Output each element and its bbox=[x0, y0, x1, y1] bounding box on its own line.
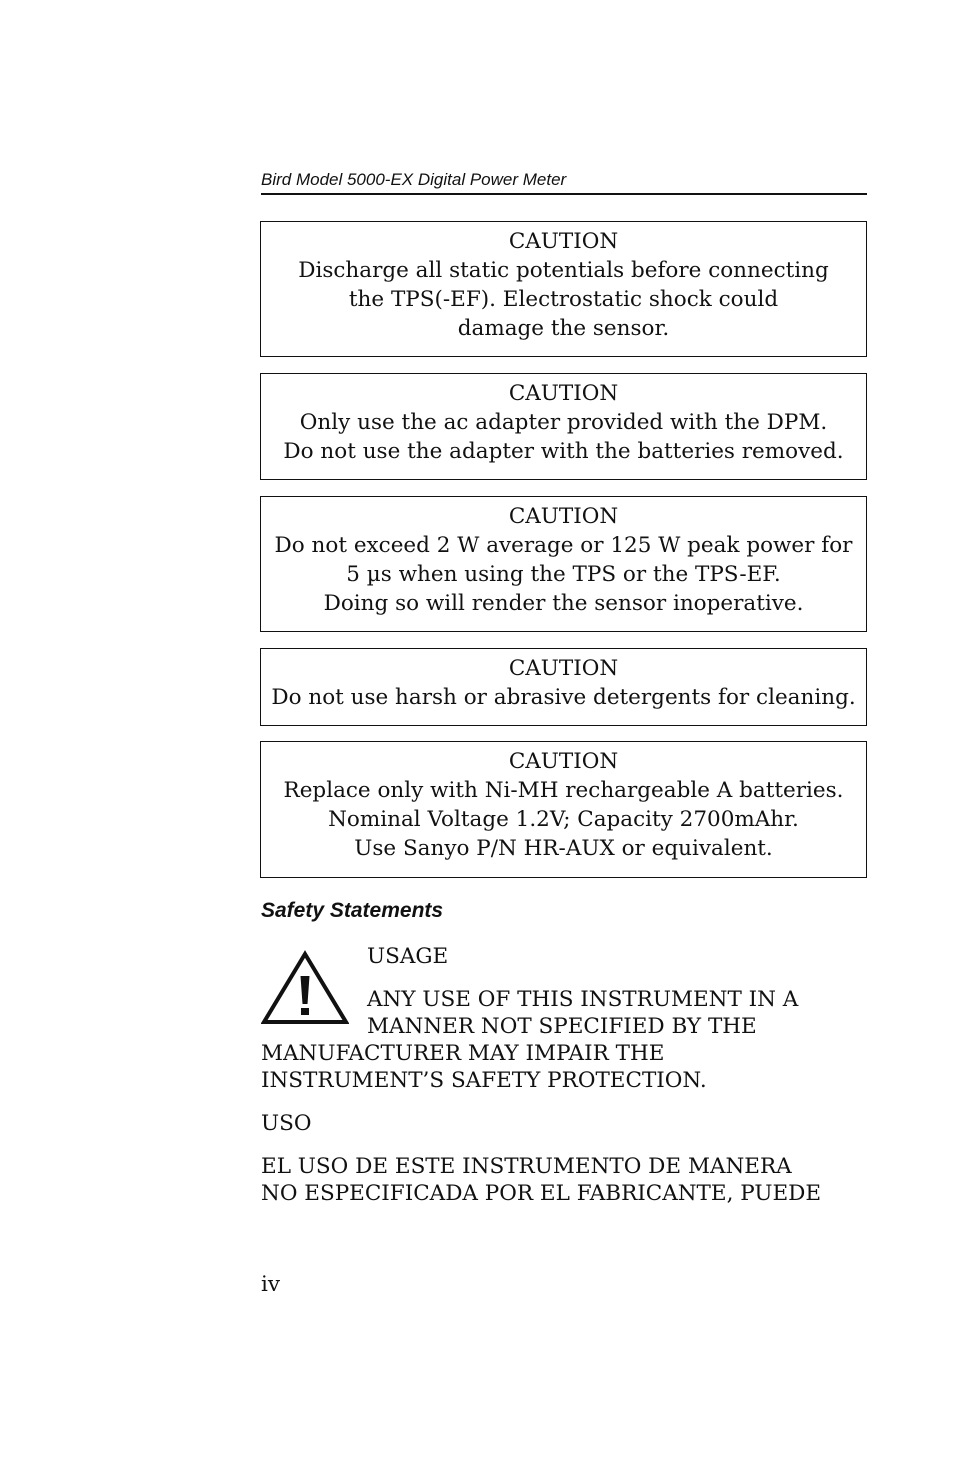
caution-text-line: Use Sanyo P/N HR-AUX or equivalent. bbox=[354, 836, 773, 861]
caution-box-cleaning bbox=[260, 648, 867, 726]
caution-box-batteries bbox=[260, 741, 867, 878]
usage-heading: USAGE bbox=[367, 944, 449, 969]
usage-text-line: MANUFACTURER MAY IMPAIR THE bbox=[261, 1041, 665, 1066]
page-number: iv bbox=[261, 1272, 281, 1297]
caution-text-line: Only use the ac adapter provided with the DPM. bbox=[299, 410, 828, 435]
caution-text-line: Discharge all static potentials before connecting bbox=[298, 258, 829, 283]
caution-text-line: Nominal Voltage 1.2V; Capacity 2700mAhr. bbox=[328, 807, 799, 832]
caution-heading: CAUTION bbox=[508, 229, 619, 254]
caution-heading: CAUTION bbox=[508, 504, 619, 529]
caution-text-line: Do not use the adapter with the batteries removed. bbox=[283, 439, 844, 464]
usage-text-line: ANY USE OF THIS INSTRUMENT IN A bbox=[367, 987, 799, 1012]
caution-text-line: Do not exceed 2 W average or 125 W peak power for bbox=[274, 533, 853, 558]
uso-text-line: EL USO DE ESTE INSTRUMENTO DE MANERA bbox=[261, 1154, 792, 1179]
caution-box-adapter bbox=[260, 373, 867, 480]
caution-text-line: 5 µs when using the TPS or the TPS-EF. bbox=[346, 562, 781, 587]
caution-text-line: Replace only with Ni-MH rechargeable A batteries. bbox=[283, 778, 844, 803]
usage-text-line: INSTRUMENT’S SAFETY PROTECTION. bbox=[261, 1068, 707, 1093]
uso-heading: USO bbox=[261, 1111, 312, 1136]
warning-triangle-icon bbox=[261, 950, 349, 1026]
usage-text-line: MANNER NOT SPECIFIED BY THE bbox=[367, 1014, 757, 1039]
caution-text-line: the TPS(-EF). Electrostatic shock could bbox=[348, 287, 779, 312]
caution-text-line: damage the sensor. bbox=[457, 316, 670, 341]
running-header: Bird Model 5000-EX Digital Power Meter bbox=[261, 168, 867, 195]
section-title-safety: Safety Statements bbox=[261, 899, 444, 922]
caution-heading: CAUTION bbox=[508, 656, 619, 681]
caution-box-power bbox=[260, 496, 867, 632]
caution-heading: CAUTION bbox=[508, 749, 619, 774]
caution-text-line: Doing so will render the sensor inoperative. bbox=[323, 591, 804, 616]
caution-box-static bbox=[260, 221, 867, 357]
caution-heading: CAUTION bbox=[508, 381, 619, 406]
uso-text-line: NO ESPECIFICADA POR EL FABRICANTE, PUEDE bbox=[261, 1181, 822, 1206]
caution-text-line: Do not use harsh or abrasive detergents for cleaning. bbox=[271, 685, 856, 710]
